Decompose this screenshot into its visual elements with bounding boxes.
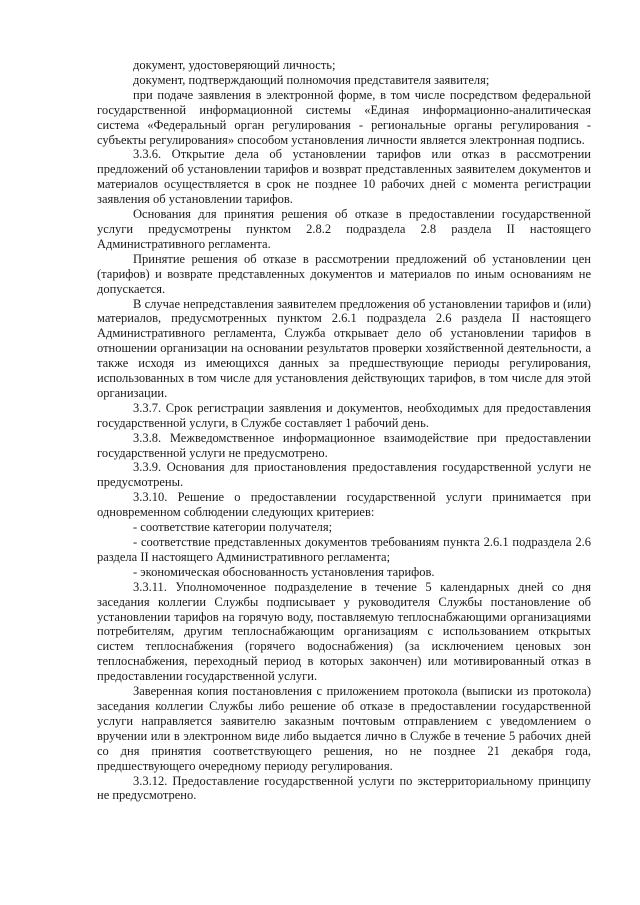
paragraph: В случае непредставления заявителем предложения об установлении тарифов и (или) материалов, предусмотренных пунктом 2.6.1 подраздела 2.6 раздела II настоящего Административного регламента, Служба открывает дело об установлении тарифов в отношении организации на основании результатов проверки хозяйственной деятельности, а также исходя из имеющихся данных за предшествующие периоды регулирования, использованных в том числе для установления действующих тарифов, в том числе для этой организации. [97,296,591,400]
paragraph: 3.3.11. Уполномоченное подразделение в течение 5 календарных дней со дня заседания коллегии Службы подписывает у руководителя Службы постановление об установлении тарифов на горячую воду, поставляемую теплоснабжающими организациями потребителям, другим теплоснабжающим организациям с использованием открытых систем теплоснабжения (горячего водоснабжения) (за исключением ценовых зон теплоснабжения, переходный период в которых закончен) или мотивированный отказ в предоставлении государственной услуги. [97,579,591,684]
paragraph: 3.3.12. Предоставление государственной услуги по экстерриториальному принципу не предусмотрено. [97,773,591,803]
paragraph: Принятие решения об отказе в рассмотрении предложений об установлении цен (тарифов) и возврате представленных документов и материалов по иным основаниям не допускается. [97,251,591,296]
paragraph: 3.3.7. Срок регистрации заявления и документов, необходимых для предоставления государственной услуги, в Службе составляет 1 рабочий день. [97,400,591,430]
paragraph: документ, подтверждающий полномочия представителя заявителя; [133,72,490,87]
paragraph: Заверенная копия постановления с приложением протокола (выписки из протокола) заседания коллегии Службы либо решение об отказе в предоставлении государственной услуги направляется заявителю заказным почтовым отправлением с уведомлением о вручении или в электронном виде либо выдается лично в Службе в течение 5 рабочих дней со дня принятия соответствующего решения, но не позднее 21 декабря года, предшествующего очередному периоду регулирования. [97,684,591,773]
paragraph: документ, удостоверяющий личность; [133,58,336,72]
list-item: - соответствие категории получателя; [133,520,333,535]
paragraph: Основания для принятия решения об отказе в предоставлении государственной услуги предусмотрены пунктом 2.8.2 подраздела 2.8 раздела II настоящего Административного регламента. [97,207,591,251]
paragraph: 3.3.6. Открытие дела об установлении тарифов или отказ в рассмотрении предложений об установлении тарифов и возврат представленных заявителем документов и материалов осуществляется в срок не позднее 10 рабочих дней с момента регистрации заявления об установлении тарифов. [97,147,591,207]
list-item: - соответствие представленных документов требованиям пункта 2.6.1 подраздела 2.6 раздела II настоящего Административного регламента; [97,535,591,564]
paragraph: 3.3.10. Решение о предоставлении государственной услуги принимается при одновременном соблюдении следующих критериев: [97,490,591,520]
document-page [97,58,591,803]
paragraph: при подаче заявления в электронной форме, в том числе посредством федеральной государственной информационной системы «Единая информационно-аналитическая система «Федеральный орган регулирования - региональные органы регулирования - субъекты регулирования» способом установления личности является электронная подпись. [97,87,591,147]
paragraph: 3.3.8. Межведомственное информационное взаимодействие при предоставлении государственной услуги не предусмотрено. [97,430,591,460]
paragraph: 3.3.9. Основания для приостановления предоставления государственной услуги не предусмотрены. [97,460,591,490]
list-item: - экономическая обоснованность установления тарифов. [133,564,435,579]
